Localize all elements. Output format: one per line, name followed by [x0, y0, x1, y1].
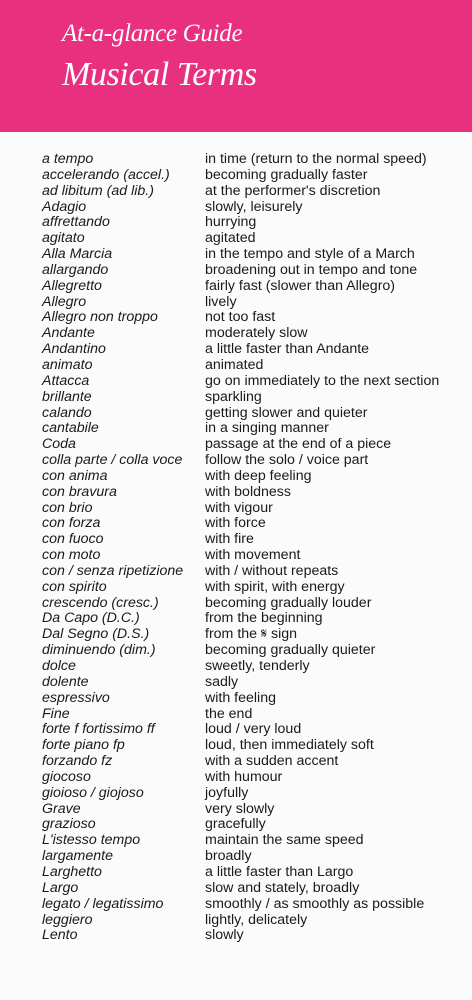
glossary-term: Grave: [42, 800, 81, 817]
glossary-definition: go on immediately to the next section: [205, 372, 440, 389]
glossary-definition: with vigour: [205, 499, 273, 516]
glossary-term: brillante: [42, 388, 92, 405]
glossary-term: con moto: [42, 547, 101, 564]
glossary-row: [42, 310, 462, 326]
glossary-definition: becoming gradually louder: [205, 594, 372, 611]
glossary-term: con forza: [42, 515, 101, 532]
glossary-term: forte piano fp: [42, 737, 125, 754]
glossary-term: Alla Marcia: [42, 246, 113, 263]
glossary-row: [42, 738, 462, 754]
glossary-term: allargando: [42, 261, 109, 278]
glossary-row: [42, 849, 462, 865]
glossary-term: a tempo: [42, 151, 94, 167]
glossary-definition: slowly, leisurely: [205, 198, 303, 215]
glossary-term: con anima: [42, 467, 108, 484]
glossary-row: [42, 295, 462, 311]
glossary-row: [42, 200, 462, 216]
glossary-term: giocoso: [42, 768, 91, 785]
glossary-definition: in a singing manner: [205, 420, 329, 437]
glossary-definition: fairly fast (slower than Allegro): [205, 277, 396, 294]
glossary-definition: with a sudden accent: [205, 753, 339, 770]
glossary-row: [42, 611, 462, 627]
glossary-list: [42, 152, 462, 944]
glossary-row: [42, 437, 462, 453]
glossary-row: [42, 580, 462, 596]
glossary-row: [42, 406, 462, 422]
glossary-term: dolente: [42, 673, 89, 690]
glossary-term: dolce: [42, 658, 76, 674]
glossary-definition: passage at the end of a piece: [205, 436, 392, 453]
glossary-term: Andantino: [42, 341, 106, 358]
glossary-term: con fuoco: [42, 531, 104, 548]
glossary-definition: at the performer's discretion: [205, 182, 381, 199]
glossary-term: Da Capo (D.C.): [42, 610, 140, 627]
glossary-row: [42, 453, 462, 469]
glossary-definition: getting slower and quieter: [205, 404, 368, 421]
glossary-definition: follow the solo / voice part: [205, 452, 369, 469]
glossary-term: ad libitum (ad lib.): [42, 182, 154, 199]
glossary-term: con spirito: [42, 578, 107, 595]
glossary-term: affrettando: [42, 214, 110, 231]
glossary-row: [42, 897, 462, 913]
glossary-row: [42, 279, 462, 295]
glossary-definition: with spirit, with energy: [205, 578, 345, 595]
glossary-row: [42, 231, 462, 247]
glossary-term: Largo: [42, 879, 79, 896]
glossary-row: [42, 707, 462, 723]
glossary-row: [42, 754, 462, 770]
glossary-definition: becoming gradually quieter: [205, 642, 376, 659]
glossary-term: leggiero: [42, 911, 93, 928]
glossary-term: Allegro non troppo: [42, 309, 158, 326]
glossary-term: Coda: [42, 436, 76, 453]
glossary-row: [42, 342, 462, 358]
glossary-row: [42, 564, 462, 580]
glossary-term: agitato: [42, 230, 85, 247]
glossary-term: largamente: [42, 848, 113, 865]
glossary-definition: with boldness: [205, 483, 291, 500]
glossary-term: Andante: [42, 325, 95, 342]
glossary-row: [42, 643, 462, 659]
glossary-definition: slowly: [205, 927, 244, 944]
glossary-definition: sweetly, tenderly: [205, 658, 310, 674]
glossary-row: [42, 532, 462, 548]
glossary-row: [42, 865, 462, 881]
glossary-definition: not too fast: [205, 309, 276, 326]
glossary-row: [42, 374, 462, 390]
glossary-definition: the end: [205, 705, 253, 722]
glossary-definition: in the tempo and style of a March: [205, 246, 415, 263]
glossary-definition: hurrying: [205, 214, 257, 231]
glossary-row: [42, 168, 462, 184]
glossary-term: Larghetto: [42, 863, 102, 880]
glossary-definition: with feeling: [205, 689, 276, 706]
glossary-term: legato / legatissimo: [42, 895, 164, 912]
header-banner: [0, 0, 472, 132]
glossary-row: [42, 501, 462, 517]
glossary-term: grazioso: [42, 816, 96, 833]
glossary-row: [42, 786, 462, 802]
glossary-row: [42, 802, 462, 818]
glossary-term: animato: [42, 356, 93, 373]
glossary-row: [42, 469, 462, 485]
glossary-row: [42, 833, 462, 849]
glossary-definition: in time (return to the normal speed): [205, 151, 427, 167]
glossary-definition: with deep feeling: [205, 467, 312, 484]
glossary-term: accelerando (accel.): [42, 166, 170, 183]
glossary-row: [42, 326, 462, 342]
glossary-row: [42, 722, 462, 738]
glossary-definition: maintain the same speed: [205, 832, 364, 849]
glossary-row: [42, 596, 462, 612]
glossary-term: Dal Segno (D.S.): [42, 626, 150, 643]
glossary-row: [42, 390, 462, 406]
glossary-term: colla parte / colla voce: [42, 452, 183, 469]
glossary-definition: with / without repeats: [205, 562, 339, 579]
glossary-definition: joyfully: [205, 784, 249, 801]
glossary-row: [42, 881, 462, 897]
glossary-row: [42, 675, 462, 691]
glossary-term: calando: [42, 404, 92, 421]
glossary-definition: sparkling: [205, 388, 262, 405]
glossary-row: [42, 659, 462, 675]
glossary-definition: lightly, delicately: [205, 911, 308, 928]
glossary-row: [42, 247, 462, 263]
glossary-definition: broadly: [205, 848, 252, 865]
glossary-row: [42, 548, 462, 564]
glossary-row: [42, 358, 462, 374]
glossary-definition: from the beginning: [205, 610, 323, 627]
glossary-term: crescendo (cresc.): [42, 594, 159, 611]
glossary-definition: animated: [205, 356, 264, 373]
glossary-term: con bravura: [42, 483, 117, 500]
glossary-definition: loud, then immediately soft: [205, 737, 374, 754]
glossary-definition: broadening out in tempo and tone: [205, 261, 418, 278]
glossary-term: gioioso / giojoso: [42, 784, 144, 801]
glossary-definition: with force: [205, 515, 266, 532]
glossary-term: con brio: [42, 499, 93, 516]
glossary-definition: a little faster than Andante: [205, 341, 370, 358]
glossary-term: Adagio: [42, 198, 87, 215]
glossary-definition: slow and stately, broadly: [205, 879, 360, 896]
glossary-term: L'istesso tempo: [42, 832, 141, 849]
glossary-row: [42, 215, 462, 231]
guide-subtitle: At-a-glance Guide: [62, 20, 243, 47]
glossary-term: Fine: [42, 705, 70, 722]
glossary-term: Attacca: [42, 372, 90, 389]
page-title: Musical Terms: [62, 56, 257, 93]
glossary-row: [42, 516, 462, 532]
glossary-definition: with fire: [205, 531, 254, 548]
glossary-definition: very slowly: [205, 800, 275, 817]
glossary-row: [42, 913, 462, 929]
glossary-term: espressivo: [42, 689, 110, 706]
glossary-row: [42, 184, 462, 200]
glossary-term: Allegretto: [42, 277, 102, 294]
glossary-row: [42, 152, 462, 168]
glossary-row: [42, 817, 462, 833]
glossary-term: Allegro: [42, 293, 87, 310]
glossary-row: [42, 691, 462, 707]
glossary-term: cantabile: [42, 420, 99, 437]
glossary-row: [42, 421, 462, 437]
glossary-row: [42, 770, 462, 786]
glossary-row: [42, 928, 462, 944]
glossary-definition: moderately slow: [205, 325, 308, 342]
glossary-definition: agitated: [205, 230, 256, 247]
glossary-row: [42, 485, 462, 501]
glossary-definition: sadly: [205, 673, 239, 690]
glossary-definition: becoming gradually faster: [205, 166, 368, 183]
glossary-term: forte f fortissimo ff: [42, 721, 155, 738]
glossary-row: [42, 263, 462, 279]
glossary-definition: with humour: [205, 768, 283, 785]
glossary-definition: smoothly / as smoothly as possible: [205, 895, 425, 912]
glossary-term: diminuendo (dim.): [42, 642, 156, 659]
glossary-definition: with movement: [205, 547, 301, 564]
glossary-definition: from the 𝄋 sign: [205, 626, 298, 643]
glossary-definition: lively: [205, 293, 237, 310]
glossary-definition: loud / very loud: [205, 721, 302, 738]
glossary-term: forzando fz: [42, 753, 113, 770]
glossary-term: con / senza ripetizione: [42, 562, 184, 579]
glossary-term: Lento: [42, 927, 78, 944]
glossary-row: [42, 627, 462, 643]
glossary-definition: gracefully: [205, 816, 266, 833]
glossary-definition: a little faster than Largo: [205, 863, 354, 880]
